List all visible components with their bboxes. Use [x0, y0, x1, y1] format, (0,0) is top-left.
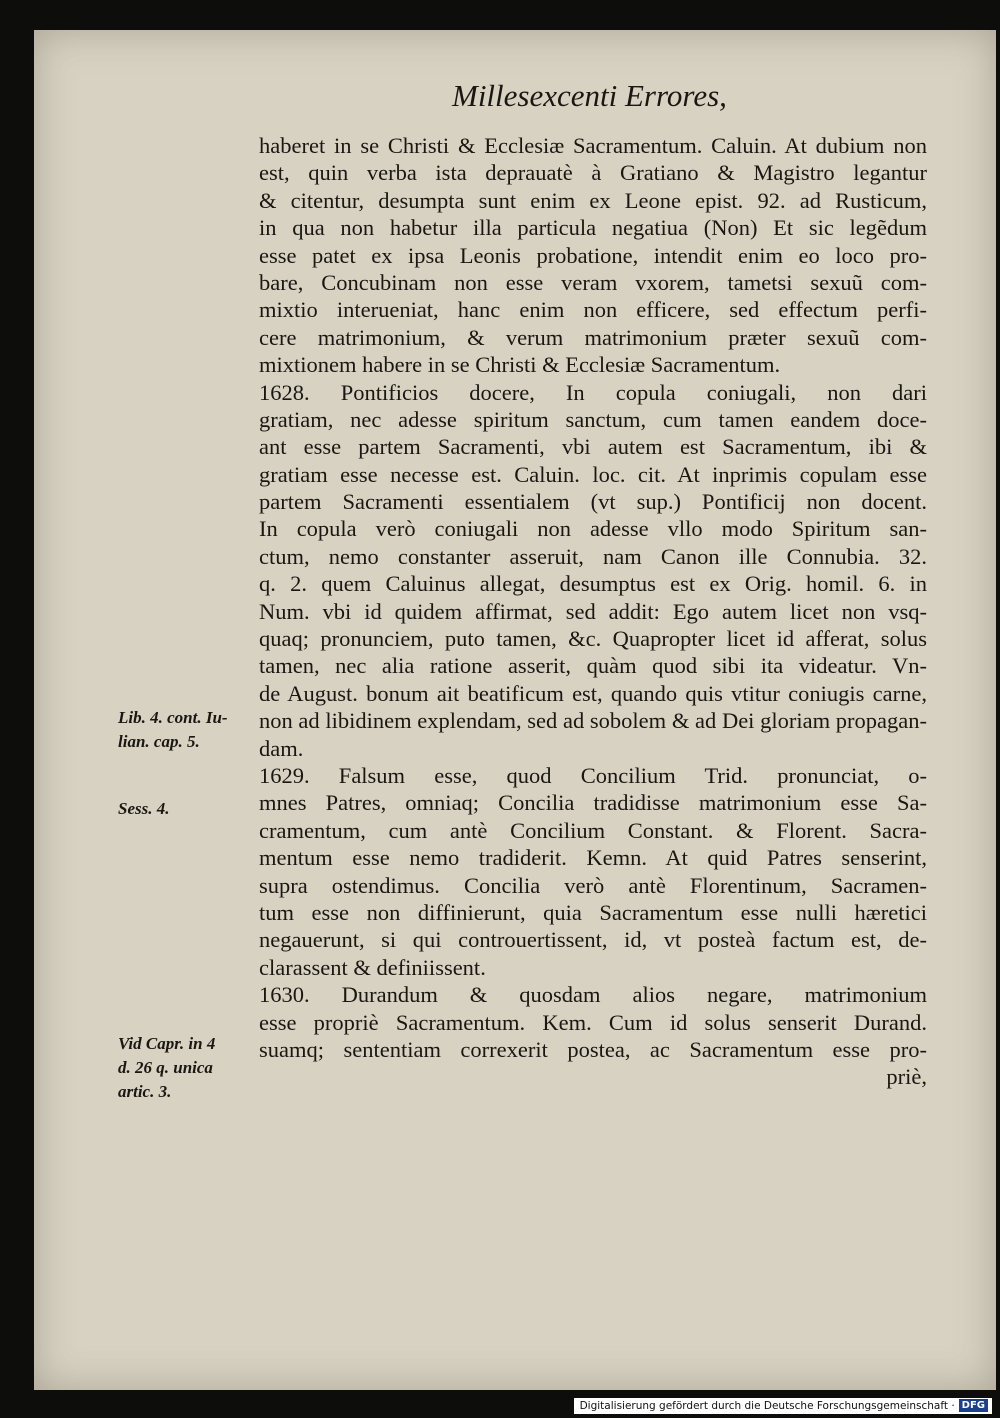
text-line: ant esse partem Sacramenti, vbi autem est Sacramentum, ibi & — [259, 434, 927, 460]
text-line: tum esse non diffinierunt, quia Sacramentum esse nulli hæretici — [259, 899, 927, 925]
text-line: 1630. Durandum & quosdam alios negare, matrimonium — [259, 982, 927, 1008]
marginal-note-lib4 — [118, 706, 258, 754]
text-line: supra ostendimus. Concilia verò antè Florentinum, Sacramen- — [259, 872, 927, 898]
body-text — [259, 132, 927, 1091]
text-line: clarassent & definiissent. — [259, 954, 486, 980]
text-line: de August. bonum ait beatificum est, quando quis vtitur coniugis carne, — [259, 680, 927, 706]
text-line: est, quin verba ista deprauatè à Gratiano & Magistro legantur — [259, 160, 927, 186]
text-line: Num. vbi id quidem affirmat, sed addit: Ego autem licet non vsq- — [259, 598, 927, 624]
text-line: non ad libidinem explendam, sed ad sobolem & ad Dei gloriam propagan- — [259, 708, 927, 734]
marginal-line: artic. 3. — [118, 1082, 172, 1101]
text-line: partem Sacramenti essentialem (vt sup.) Pontificij non docent. — [259, 489, 927, 515]
text-line: dam. — [259, 735, 304, 761]
digitization-footer — [574, 1398, 992, 1414]
text-line: In copula verò coniugali non adesse vllo modo Spiritum san- — [259, 516, 927, 542]
text-line: quaq; pronunciem, puto tamen, &c. Quapropter licet id afferat, solus — [259, 626, 927, 652]
text-line: 1629. Falsum esse, quod Concilium Trid. pronunciat, o- — [259, 762, 927, 788]
marginal-note-sess4 — [118, 797, 258, 821]
footer-text: Digitalisierung gefördert durch die Deutsche Forschungsgemeinschaft · — [579, 1400, 955, 1412]
marginal-line: Vid Capr. in 4 — [118, 1034, 216, 1053]
text-line: mentum esse nemo tradiderit. Kemn. At quid Patres senserint, — [259, 845, 927, 871]
text-line: negauerunt, si qui controuertissent, id, vt posteà factum est, de- — [259, 927, 927, 953]
running-head: Millesexcenti Errores, — [452, 78, 727, 113]
text-line: cere matrimonium, & verum matrimonium præter sexuũ com- — [259, 324, 927, 350]
text-line: bare, Concubinam non esse veram vxorem, tametsi sexuũ com- — [259, 269, 927, 295]
text-line: 1628. Pontificios docere, In copula coniugali, non dari — [259, 379, 927, 405]
text-line: in qua non habetur illa particula negatiua (Non) Et sic legẽdum — [259, 215, 927, 241]
text-line: esse propriè Sacramentum. Kem. Cum id solus senserit Durand. — [259, 1009, 927, 1035]
text-line: gratiam, nec adesse spiritum sanctum, cum tamen eandem doce- — [259, 406, 927, 432]
dfg-logo: DFG — [959, 1399, 988, 1412]
marginal-line: Lib. 4. cont. Iu- — [118, 708, 228, 727]
text-line: gratiam esse necesse est. Caluin. loc. cit. At inprimis copulam esse — [259, 461, 927, 487]
marginal-line: Sess. 4. — [118, 799, 170, 818]
text-line: tamen, nec alia ratione asserit, quàm quod sibi ita videatur. Vn- — [259, 653, 927, 679]
text-line: mnes Patres, omniaq; Concilia tradidisse matrimonium esse Sa- — [259, 790, 927, 816]
marginal-note-capr — [118, 1032, 258, 1104]
text-line: suamq; sententiam correxerit postea, ac Sacramentum esse pro- — [259, 1036, 927, 1062]
text-line: esse patet ex ipsa Leonis probatione, intendit enim eo loco pro- — [259, 242, 927, 268]
marginal-line: lian. cap. 5. — [118, 732, 200, 751]
text-line: ctum, nemo constanter asseruit, nam Canon ille Connubia. 32. — [259, 543, 927, 569]
text-line: mixtionem habere in se Christi & Ecclesiæ Sacramentum. — [259, 352, 781, 378]
marginal-line: d. 26 q. unica — [118, 1058, 213, 1077]
text-line: haberet in se Christi & Ecclesiæ Sacramentum. Caluin. At dubium non — [259, 133, 927, 158]
text-line: & citentur, desumpta sunt enim ex Leone epist. 92. ad Rusticum, — [259, 187, 927, 213]
text-line: q. 2. quem Caluinus allegat, desumptus est ex Orig. homil. 6. in — [259, 571, 927, 597]
catchword: priè, — [886, 1064, 927, 1090]
text-line: cramentum, cum antè Concilium Constant. & Florent. Sacra- — [259, 817, 927, 843]
text-line: mixtio interueniat, hanc enim non efficere, sed effectum perfi- — [259, 297, 927, 323]
